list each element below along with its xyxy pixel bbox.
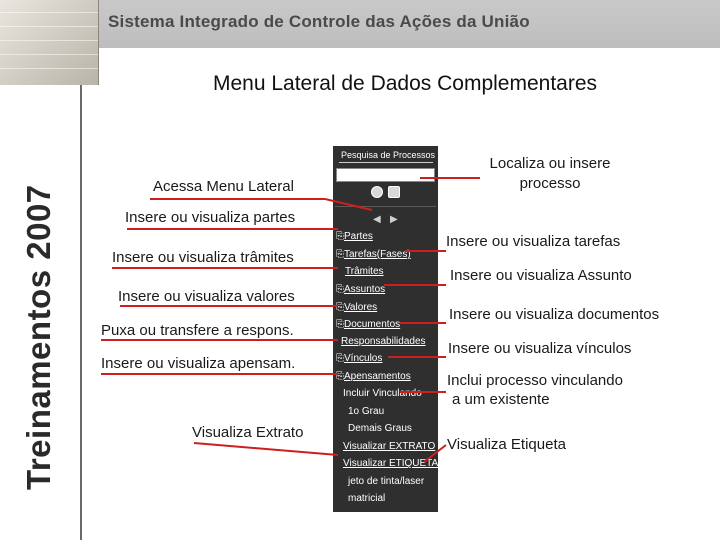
menu-item-tarefas[interactable]: ⎘Tarefas(Fases): [336, 249, 411, 260]
callout-localiza-line2: processo: [519, 175, 581, 192]
callout-extrato: Visualiza Extrato: [192, 424, 304, 441]
menu-item-partes[interactable]: ⎘Partes: [336, 231, 373, 242]
page-icon: ⎘: [336, 249, 344, 260]
callout-assunto: Insere ou visualiza Assunto: [450, 267, 632, 284]
menu-item-assuntos[interactable]: ⎘Assuntos: [336, 284, 386, 295]
menu-item-visualizar-extrato[interactable]: Visualizar EXTRATO: [343, 441, 436, 452]
menu-item-tramites[interactable]: Trâmites: [345, 266, 384, 277]
page-icon: ⎘: [336, 302, 344, 313]
vertical-title: Treinamentos 2007: [20, 184, 57, 490]
callout-incluir-line2: a um existente: [452, 391, 550, 408]
menu-item-vinculos[interactable]: ⎘Vínculos: [336, 353, 383, 364]
page-title: Menu Lateral de Dados Complementares: [212, 72, 598, 95]
callout-localiza-line1: Localiza ou insere: [489, 155, 611, 172]
menu-item-incluir-vinculando[interactable]: Incluir Vinculando: [343, 388, 422, 399]
callout-etiqueta: Visualiza Etiqueta: [447, 436, 566, 453]
page-icon: ⎘: [336, 231, 344, 242]
callout-incluir-line1: Inclui processo vinculando: [447, 372, 623, 389]
callout-tramites: Insere ou visualiza trâmites: [112, 249, 294, 266]
page-icon: ⎘: [336, 319, 344, 330]
callout-vinculos: Insere ou visualiza vínculos: [448, 340, 632, 357]
menu-item-responsabilidades[interactable]: Responsabilidades: [341, 336, 426, 347]
system-title: Sistema Integrado de Controle das Ações da União: [108, 12, 530, 31]
menu-item-jato-tinta-laser[interactable]: jeto de tinta/laser: [348, 476, 425, 487]
menu-item-valores[interactable]: ⎘Valores: [336, 302, 378, 313]
menu-item-demais-graus[interactable]: Demais Graus: [348, 423, 412, 434]
callout-apensamentos: Insere ou visualiza apensam.: [101, 355, 296, 372]
expand-arrow-icon[interactable]: ▶: [390, 214, 398, 225]
page-icon: ⎘: [336, 371, 344, 382]
callout-partes: Insere ou visualiza partes: [125, 209, 296, 226]
collapse-arrow-icon[interactable]: ◀: [373, 214, 381, 225]
panel-title: Pesquisa de Processos: [341, 150, 436, 160]
arrow-acessa-menu-diag: [325, 199, 372, 210]
menu-item-apensamentos[interactable]: ⎘Apensamentos: [336, 371, 411, 382]
page-icon: ⎘: [336, 284, 344, 295]
callout-acessa-menu: Acessa Menu Lateral: [153, 178, 294, 195]
arrow-extrato: [194, 443, 338, 455]
callout-responsabilidade: Puxa ou transfere a respons.: [101, 322, 294, 339]
page-icon: ⎘: [336, 353, 344, 364]
menu-item-documentos[interactable]: ⎘Documentos: [336, 319, 401, 330]
menu-item-visualizar-etiqueta[interactable]: Visualizar ETIQUETA: [343, 458, 439, 469]
callout-valores: Insere ou visualiza valores: [118, 288, 295, 305]
menu-item-matricial[interactable]: matricial: [348, 493, 386, 504]
menu-item-1o-grau[interactable]: 1o Grau: [348, 406, 385, 417]
arrow-etiqueta: [424, 445, 446, 462]
callout-documentos: Insere ou visualiza documentos: [449, 306, 660, 323]
callout-tarefas: Insere ou visualiza tarefas: [446, 233, 621, 250]
